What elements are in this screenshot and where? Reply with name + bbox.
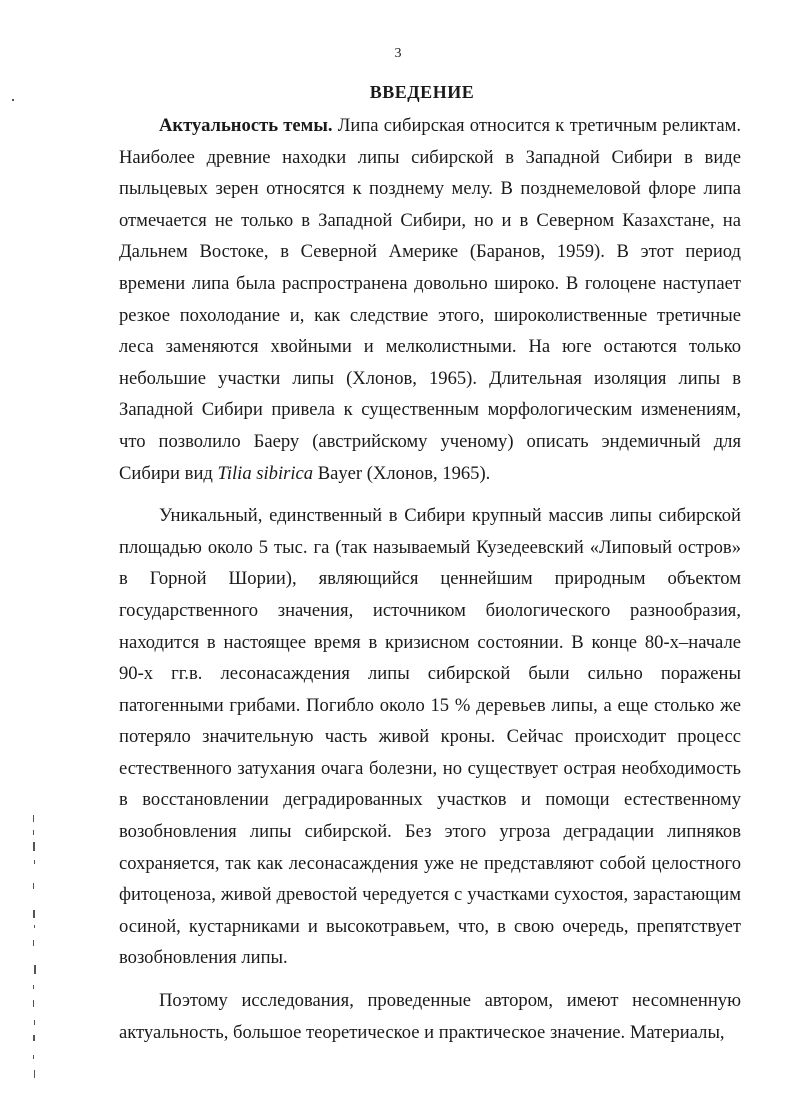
paragraph-linden-island: Уникальный, единственный в Сибири крупный массив липы сибирской площадью около 5 тыс. га (так называемый Кузедеевский «Липовый остров» в Горной Шории), являющийся ценнейшим природным объектом государственного значения, источником биологического разнообразия, находится в настоящее время в кризисном состоянии. В конце 80-х–начале 90-х гг.в. лесонасаждения липы сибирской были сильно поражены патогенными грибами. Погибло около 15 % деревьев липы, а еще столько же потеряло значительную часть живой кроны. Сейчас происходит процесс естественного затухания очага болезни, но существует острая необходимость в восстановлении деградированных участков и помощи естественному возобновления липы сибирской. Без этого угроза деградации липняков сохраняется, так как лесонасаждения уже не представляют собой целостного фитоценоза, живой древостой чередуется с участками сухостоя, зарастающим осиной, кустарниками и высокотравьем, что, в свою очередь, препятствует возобновления липы.	[119, 505, 741, 969]
paragraph-text: Bayer (Хлонов, 1965).	[313, 462, 491, 484]
relevance-lead: Актуальность темы.	[159, 115, 333, 136]
scan-margin-specks	[0, 0, 60, 1095]
species-name: Tilia sibirica	[217, 462, 314, 484]
paragraph-text: Липа сибирская относится к третичным реликтам. Наиболее древние находки липы сибирской в Западной Сибири в виде пыльцевых зерен относятся к позднему мелу. В позднемеловой флоре липа отмечается не только в Западной Сибири, но и в Северном Казахстане, на Дальнем Востоке, в Северной Америке (Баранов, 1959). В этот период времени липа была распространена довольно широко. В голоцене наступает резкое похолодание и, как следствие этого, широколиственные третичные леса заменяются хвойными и мелколистными. На юге остаются только небольшие участки липы (Хлонов, 1965). Длительная изоляция липы в Западной Сибири привела к существенным морфологическим изменениям, что позволило Баеру (австрийскому ученому) описать эндемичный для Сибири вид	[119, 115, 741, 484]
section-heading: ВВЕДЕНИЕ	[369, 82, 475, 102]
body-text	[119, 110, 741, 1048]
paragraph-conclusion: Поэтому исследования, проведенные автором, имеют несомненную актуальность, большое теоретическое и практическое значение. Материалы,	[119, 990, 741, 1043]
page-number: 3	[394, 46, 402, 61]
paragraph-relevance	[119, 110, 741, 489]
